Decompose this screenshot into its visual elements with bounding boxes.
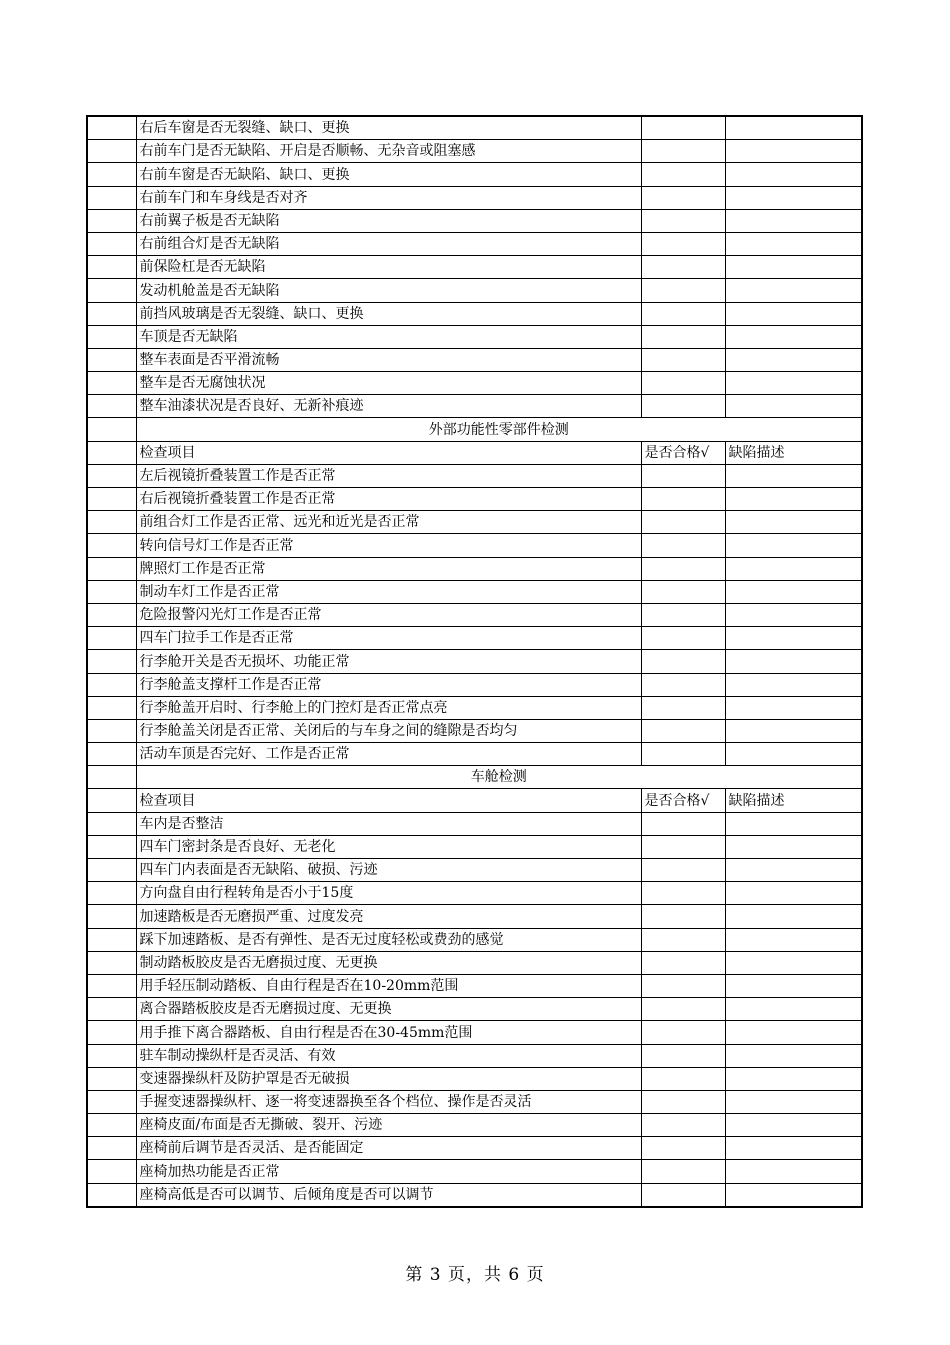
- pass-cell: [641, 140, 725, 163]
- header-defect: 缺陷描述: [725, 441, 862, 464]
- check-item: 整车是否无腐蚀状况: [136, 372, 641, 395]
- check-item: 转向信号灯工作是否正常: [136, 534, 641, 557]
- table-row: [87, 1137, 862, 1160]
- table-row: [87, 835, 862, 858]
- index-cell: [87, 464, 136, 487]
- pass-cell: [641, 488, 725, 511]
- index-cell: [87, 1044, 136, 1067]
- index-cell: [87, 1090, 136, 1113]
- defect-cell: [725, 835, 862, 858]
- index-cell: [87, 835, 136, 858]
- pass-cell: [641, 812, 725, 835]
- pass-cell: [641, 603, 725, 626]
- defect-cell: [725, 580, 862, 603]
- index-cell: [87, 719, 136, 742]
- check-item: 座椅前后调节是否灵活、是否能固定: [136, 1137, 641, 1160]
- defect-cell: [725, 1090, 862, 1113]
- check-item: 右后视镜折叠装置工作是否正常: [136, 488, 641, 511]
- table-row: [87, 1160, 862, 1183]
- pass-cell: [641, 998, 725, 1021]
- index-cell: [87, 650, 136, 673]
- pass-cell: [641, 1114, 725, 1137]
- defect-cell: [725, 557, 862, 580]
- check-item: 前保险杠是否无缺陷: [136, 256, 641, 279]
- pass-cell: [641, 835, 725, 858]
- table-row: [87, 627, 862, 650]
- index-cell: [87, 951, 136, 974]
- defect-cell: [725, 1160, 862, 1183]
- pass-cell: [641, 673, 725, 696]
- defect-cell: [725, 511, 862, 534]
- table-row: [87, 232, 862, 255]
- pass-cell: [641, 627, 725, 650]
- check-item: 右后车窗是否无裂缝、缺口、更换: [136, 116, 641, 140]
- pass-cell: [641, 348, 725, 371]
- defect-cell: [725, 650, 862, 673]
- check-item: 座椅高低是否可以调节、后倾角度是否可以调节: [136, 1183, 641, 1207]
- check-item: 制动踏板胶皮是否无磨损过度、无更换: [136, 951, 641, 974]
- check-item: 车内是否整洁: [136, 812, 641, 835]
- section-title: 车舱检测: [136, 766, 862, 789]
- pass-cell: [641, 951, 725, 974]
- index-cell: [87, 673, 136, 696]
- check-item: 方向盘自由行程转角是否小于15度: [136, 882, 641, 905]
- defect-cell: [725, 1044, 862, 1067]
- check-item: 用手推下离合器踏板、自由行程是否在30-45mm范围: [136, 1021, 641, 1044]
- index-cell: [87, 232, 136, 255]
- table-row: [87, 1021, 862, 1044]
- index-cell: [87, 603, 136, 626]
- pass-cell: [641, 557, 725, 580]
- defect-cell: [725, 534, 862, 557]
- check-item: 驻车制动操纵杆是否灵活、有效: [136, 1044, 641, 1067]
- check-item: 右前车门是否无缺陷、开启是否顺畅、无杂音或阻塞感: [136, 140, 641, 163]
- check-item: 加速踏板是否无磨损严重、过度发亮: [136, 905, 641, 928]
- index-cell: [87, 928, 136, 951]
- check-item: 用手轻压制动踏板、自由行程是否在10-20mm范围: [136, 974, 641, 997]
- index-cell: [87, 209, 136, 232]
- check-item: 座椅皮面/布面是否无撕破、裂开、污迹: [136, 1114, 641, 1137]
- pass-cell: [641, 859, 725, 882]
- pass-cell: [641, 905, 725, 928]
- pass-cell: [641, 302, 725, 325]
- index-cell: [87, 511, 136, 534]
- check-item: 座椅加热功能是否正常: [136, 1160, 641, 1183]
- table-row: [87, 1067, 862, 1090]
- defect-cell: [725, 928, 862, 951]
- table-row: [87, 743, 862, 766]
- section-title-row: [87, 418, 862, 441]
- defect-cell: [725, 1114, 862, 1137]
- defect-cell: [725, 974, 862, 997]
- defect-cell: [725, 998, 862, 1021]
- check-item: 车顶是否无缺陷: [136, 325, 641, 348]
- check-item: 右前车窗是否无缺陷、缺口、更换: [136, 163, 641, 186]
- pass-cell: [641, 279, 725, 302]
- check-item: 手握变速器操纵杆、逐一将变速器换至各个档位、操作是否灵活: [136, 1090, 641, 1113]
- index-cell: [87, 696, 136, 719]
- index-cell: [87, 812, 136, 835]
- header-item: 检查项目: [136, 441, 641, 464]
- table-row: [87, 719, 862, 742]
- defect-cell: [725, 256, 862, 279]
- table-row: [87, 1044, 862, 1067]
- defect-cell: [725, 232, 862, 255]
- pass-cell: [641, 163, 725, 186]
- table-row: [87, 882, 862, 905]
- pass-cell: [641, 1090, 725, 1113]
- pass-cell: [641, 1044, 725, 1067]
- pass-cell: [641, 719, 725, 742]
- pass-cell: [641, 1137, 725, 1160]
- defect-cell: [725, 1137, 862, 1160]
- table-row: [87, 974, 862, 997]
- defect-cell: [725, 905, 862, 928]
- table-row: [87, 673, 862, 696]
- header-pass: 是否合格√: [641, 441, 725, 464]
- table-row: [87, 580, 862, 603]
- check-item: 行李舱盖支撑杆工作是否正常: [136, 673, 641, 696]
- check-item: 发动机舱盖是否无缺陷: [136, 279, 641, 302]
- index-cell: [87, 1067, 136, 1090]
- pass-cell: [641, 464, 725, 487]
- table-row: [87, 209, 862, 232]
- check-item: 踩下加速踏板、是否有弹性、是否无过度轻松或费劲的感觉: [136, 928, 641, 951]
- index-cell: [87, 302, 136, 325]
- defect-cell: [725, 627, 862, 650]
- index-cell: [87, 348, 136, 371]
- table-row: [87, 325, 862, 348]
- defect-cell: [725, 116, 862, 140]
- pass-cell: [641, 511, 725, 534]
- header-defect: 缺陷描述: [725, 789, 862, 812]
- defect-cell: [725, 882, 862, 905]
- inspection-table-body: [87, 116, 862, 1207]
- defect-cell: [725, 279, 862, 302]
- index-cell: [87, 905, 136, 928]
- pass-cell: [641, 325, 725, 348]
- table-row: [87, 557, 862, 580]
- defect-cell: [725, 302, 862, 325]
- index-cell: [87, 256, 136, 279]
- defect-cell: [725, 348, 862, 371]
- defect-cell: [725, 1067, 862, 1090]
- index-cell: [87, 1137, 136, 1160]
- check-item: 前组合灯工作是否正常、远光和近光是否正常: [136, 511, 641, 534]
- check-item: 右前翼子板是否无缺陷: [136, 209, 641, 232]
- index-cell: [87, 743, 136, 766]
- defect-cell: [725, 464, 862, 487]
- pass-cell: [641, 696, 725, 719]
- table-row: [87, 998, 862, 1021]
- defect-cell: [725, 1183, 862, 1207]
- pass-cell: [641, 882, 725, 905]
- header-pass: 是否合格√: [641, 789, 725, 812]
- check-item: 行李舱盖开启时、行李舱上的门控灯是否正常点亮: [136, 696, 641, 719]
- pass-cell: [641, 974, 725, 997]
- index-cell: [87, 882, 136, 905]
- check-item: 右前车门和车身线是否对齐: [136, 186, 641, 209]
- check-item: 制动车灯工作是否正常: [136, 580, 641, 603]
- defect-cell: [725, 325, 862, 348]
- pass-cell: [641, 209, 725, 232]
- check-item: 活动车顶是否完好、工作是否正常: [136, 743, 641, 766]
- check-item: 整车表面是否平滑流畅: [136, 348, 641, 371]
- defect-cell: [725, 488, 862, 511]
- check-item: 牌照灯工作是否正常: [136, 557, 641, 580]
- index-cell: [87, 279, 136, 302]
- table-row: [87, 395, 862, 418]
- index-cell: [87, 325, 136, 348]
- table-row: [87, 372, 862, 395]
- table-row: [87, 256, 862, 279]
- defect-cell: [725, 812, 862, 835]
- index-cell: [87, 580, 136, 603]
- index-cell: [87, 859, 136, 882]
- table-row: [87, 650, 862, 673]
- table-row: [87, 859, 862, 882]
- pass-cell: [641, 232, 725, 255]
- table-row: [87, 696, 862, 719]
- pass-cell: [641, 928, 725, 951]
- index-cell: [87, 1021, 136, 1044]
- defect-cell: [725, 140, 862, 163]
- defect-cell: [725, 372, 862, 395]
- table-row: [87, 464, 862, 487]
- defect-cell: [725, 951, 862, 974]
- check-item: 行李舱盖关闭是否正常、关闭后的与车身之间的缝隙是否均匀: [136, 719, 641, 742]
- index-cell: [87, 557, 136, 580]
- pass-cell: [641, 1067, 725, 1090]
- pass-cell: [641, 186, 725, 209]
- column-header-row: [87, 441, 862, 464]
- defect-cell: [725, 603, 862, 626]
- table-row: [87, 951, 862, 974]
- table-row: [87, 534, 862, 557]
- check-item: 行李舱开关是否无损坏、功能正常: [136, 650, 641, 673]
- index-cell: [87, 418, 136, 441]
- table-row: [87, 186, 862, 209]
- inspection-table: [86, 115, 863, 1208]
- table-row: [87, 116, 862, 140]
- table-row: [87, 1114, 862, 1137]
- check-item: 四车门内表面是否无缺陷、破损、污迹: [136, 859, 641, 882]
- index-cell: [87, 974, 136, 997]
- pass-cell: [641, 1183, 725, 1207]
- section-title: 外部功能性零部件检测: [136, 418, 862, 441]
- defect-cell: [725, 163, 862, 186]
- check-item: 四车门密封条是否良好、无老化: [136, 835, 641, 858]
- defect-cell: [725, 395, 862, 418]
- defect-cell: [725, 186, 862, 209]
- table-row: [87, 302, 862, 325]
- pass-cell: [641, 256, 725, 279]
- index-cell: [87, 140, 136, 163]
- index-cell: [87, 1183, 136, 1207]
- table-row: [87, 905, 862, 928]
- check-item: 整车油漆状况是否良好、无新补痕迹: [136, 395, 641, 418]
- defect-cell: [725, 743, 862, 766]
- table-row: [87, 140, 862, 163]
- defect-cell: [725, 719, 862, 742]
- page-number: 第 3 页，共 6 页: [405, 1265, 545, 1285]
- header-item: 检查项目: [136, 789, 641, 812]
- index-cell: [87, 627, 136, 650]
- section-title-row: [87, 766, 862, 789]
- pass-cell: [641, 534, 725, 557]
- table-row: [87, 812, 862, 835]
- defect-cell: [725, 209, 862, 232]
- defect-cell: [725, 696, 862, 719]
- defect-cell: [725, 1021, 862, 1044]
- check-item: 离合器踏板胶皮是否无磨损过度、无更换: [136, 998, 641, 1021]
- index-cell: [87, 186, 136, 209]
- table-row: [87, 1090, 862, 1113]
- index-cell: [87, 534, 136, 557]
- pass-cell: [641, 116, 725, 140]
- column-header-row: [87, 789, 862, 812]
- pass-cell: [641, 743, 725, 766]
- check-item: 四车门拉手工作是否正常: [136, 627, 641, 650]
- index-cell: [87, 1160, 136, 1183]
- defect-cell: [725, 859, 862, 882]
- defect-cell: [725, 673, 862, 696]
- table-row: [87, 163, 862, 186]
- index-cell: [87, 1114, 136, 1137]
- table-row: [87, 348, 862, 371]
- table-row: [87, 603, 862, 626]
- pass-cell: [641, 1021, 725, 1044]
- index-cell: [87, 488, 136, 511]
- pass-cell: [641, 372, 725, 395]
- index-cell: [87, 998, 136, 1021]
- index-cell: [87, 372, 136, 395]
- check-item: 变速器操纵杆及防护罩是否无破损: [136, 1067, 641, 1090]
- index-cell: [87, 395, 136, 418]
- check-item: 左后视镜折叠装置工作是否正常: [136, 464, 641, 487]
- check-item: 右前组合灯是否无缺陷: [136, 232, 641, 255]
- table-row: [87, 279, 862, 302]
- index-cell: [87, 163, 136, 186]
- index-cell: [87, 766, 136, 789]
- check-item: 危险报警闪光灯工作是否正常: [136, 603, 641, 626]
- table-row: [87, 928, 862, 951]
- pass-cell: [641, 395, 725, 418]
- table-row: [87, 511, 862, 534]
- index-cell: [87, 789, 136, 812]
- table-row: [87, 1183, 862, 1207]
- index-cell: [87, 441, 136, 464]
- pass-cell: [641, 1160, 725, 1183]
- check-item: 前挡风玻璃是否无裂缝、缺口、更换: [136, 302, 641, 325]
- table-row: [87, 488, 862, 511]
- pass-cell: [641, 650, 725, 673]
- pass-cell: [641, 580, 725, 603]
- index-cell: [87, 116, 136, 140]
